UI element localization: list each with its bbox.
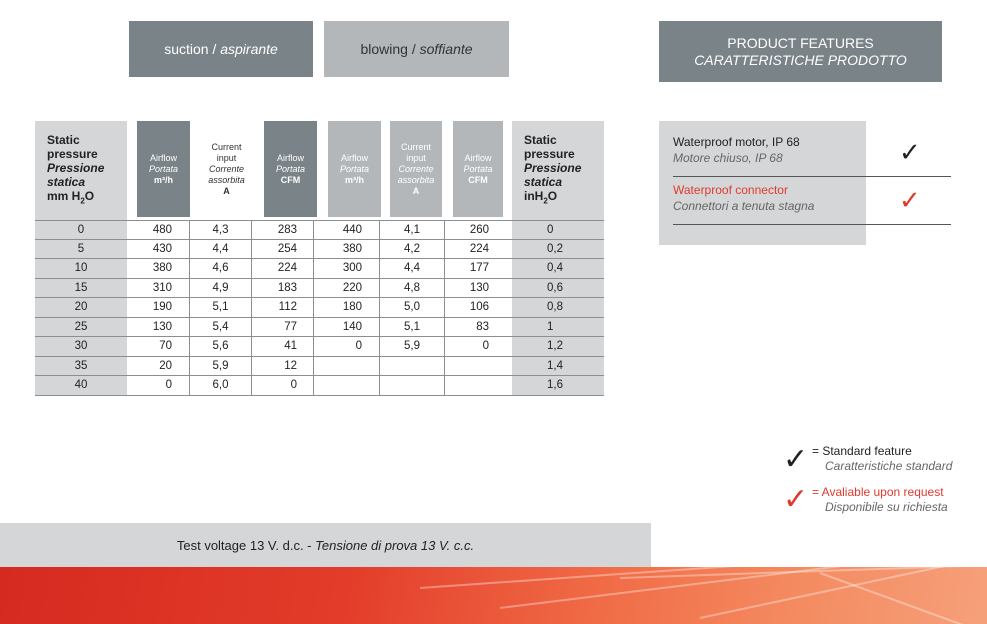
table-cell: 177	[444, 259, 512, 278]
header-line: Static	[524, 132, 557, 147]
table-cell	[313, 357, 379, 376]
header-line: Portata	[463, 163, 493, 174]
header-unit: inH$_2$O	[524, 188, 558, 206]
table-cell: 40	[35, 376, 127, 395]
table-cell: 83	[444, 318, 512, 337]
table-cell: 480	[152, 223, 172, 236]
header-line: Corrente	[208, 163, 244, 174]
table-cell: 112	[251, 298, 313, 317]
table-cell: 180	[313, 298, 379, 317]
table-cell	[444, 357, 512, 376]
suction-label: suction	[164, 41, 209, 57]
blowing-label: blowing	[360, 41, 408, 57]
table-cell: 5,9	[189, 357, 251, 376]
header-line: Current	[211, 141, 242, 152]
test-voltage-bar	[0, 523, 651, 567]
table-cell: 283	[251, 221, 313, 239]
table-cell: 380	[152, 262, 172, 275]
blowing-current-header	[390, 121, 442, 217]
table-cell: 440	[313, 221, 379, 239]
table-cell: 10	[35, 259, 127, 278]
test-voltage-label: Test voltage 13 V. d.c. -	[176, 537, 312, 553]
table-cell: 4,9	[189, 279, 251, 298]
header-line: Corrente	[398, 163, 434, 174]
header-line: Current	[400, 141, 431, 152]
table-cell: 4,8	[379, 279, 444, 298]
suction-label-it: aspirante	[220, 41, 278, 57]
legend-request-check-icon: ✓	[783, 483, 809, 516]
header-line: Airflow	[340, 152, 368, 163]
table-cell: 0	[165, 379, 172, 392]
table-cell: 15	[35, 279, 127, 298]
table-cell: 1,2	[512, 337, 604, 356]
table-cell	[379, 357, 444, 376]
blowing-airflow-cfm-header	[453, 121, 503, 217]
header-line: Portata	[275, 163, 306, 174]
table-cell	[444, 376, 512, 395]
header-line: statica	[524, 174, 563, 189]
table-cell: 20	[159, 359, 172, 372]
table-cell: 310	[152, 281, 172, 294]
table-cell: 5,4	[189, 318, 251, 337]
table-cell: 380	[313, 240, 379, 259]
table-cell	[379, 376, 444, 395]
header-line: Portata	[148, 163, 179, 174]
header-line: assorbita	[208, 174, 245, 185]
decorative-banner	[0, 567, 987, 624]
divider	[673, 224, 951, 225]
table-cell: 220	[313, 279, 379, 298]
header-unit: CFM	[280, 174, 301, 185]
suction-airflow-cfm-header	[264, 121, 317, 217]
header-line: Airflow	[464, 152, 492, 163]
table-cell: 5,6	[189, 337, 251, 356]
table-cell: 130	[444, 279, 512, 298]
table-row	[35, 318, 604, 338]
table-cell: 260	[444, 221, 512, 239]
table-row	[35, 298, 604, 318]
table-row	[35, 376, 604, 396]
table-cell: 12	[251, 357, 313, 376]
table-cell: 4,3	[189, 221, 251, 239]
table-cell: 300	[313, 259, 379, 278]
feature-label-it: Motore chiuso, IP 68	[673, 151, 783, 165]
table-row	[35, 240, 604, 260]
table-cell: 4,4	[379, 259, 444, 278]
feature-label: Waterproof motor, IP 68	[673, 135, 800, 149]
header-line: input	[216, 152, 237, 163]
header-line: input	[406, 152, 426, 163]
table-row	[35, 279, 604, 299]
table-cell: 30	[35, 337, 127, 356]
table-cell: 130	[152, 320, 172, 333]
header-line: pressure	[47, 146, 98, 161]
table-cell: 35	[35, 357, 127, 376]
table-cell	[313, 376, 379, 395]
header-line: Pressione	[47, 160, 105, 175]
table-cell: 5,0	[379, 298, 444, 317]
table-cell: 1,4	[512, 357, 604, 376]
table-cell: 0	[251, 376, 313, 395]
divider	[673, 176, 951, 177]
header-line: pressure	[524, 146, 575, 161]
table-cell: 0,6	[512, 279, 604, 298]
table-row	[35, 337, 604, 357]
table-cell: 0	[313, 337, 379, 356]
header-line: assorbita	[397, 174, 435, 185]
feature-label: Waterproof connector	[673, 183, 788, 197]
table-cell: 70	[159, 340, 172, 353]
table-row	[35, 357, 604, 377]
table-cell: 140	[313, 318, 379, 337]
static-pressure-mm-header	[35, 121, 127, 220]
suction-airflow-m3h-header	[137, 121, 190, 217]
header-line: statica	[47, 174, 86, 189]
table-cell: 5,9	[379, 337, 444, 356]
header-line: Airflow	[149, 152, 177, 163]
legend-request	[812, 485, 948, 515]
table-cell: 224	[444, 240, 512, 259]
product-features-header	[659, 21, 942, 82]
table-cell: 0,4	[512, 259, 604, 278]
table-cell: 5	[35, 240, 127, 259]
table-cell: 1	[512, 318, 604, 337]
header-unit: CFM	[468, 174, 488, 185]
table-cell: 6,0	[189, 376, 251, 395]
product-features-title: PRODUCT FEATURES	[727, 34, 874, 51]
table-cell: 106	[444, 298, 512, 317]
standard-check-icon: ✓	[899, 137, 921, 167]
request-check-icon: ✓	[899, 185, 921, 215]
blowing-airflow-m3h-header	[328, 121, 381, 217]
table-row	[35, 259, 604, 279]
table-cell: 5,1	[189, 298, 251, 317]
suction-header: suction / aspirante	[129, 21, 313, 77]
test-voltage-label-it: Tensione di prova 13 V. c.c.	[315, 537, 475, 553]
table-cell: 4,1	[379, 221, 444, 239]
table-cell: 0,8	[512, 298, 604, 317]
table-cell: 25	[35, 318, 127, 337]
header-unit: mm $H_2O$	[47, 188, 95, 206]
table-cell: 254	[251, 240, 313, 259]
table-cell: 0,2	[512, 240, 604, 259]
table-cell: 224	[251, 259, 313, 278]
feature-label-it: Connettori a tenuta stagna	[673, 199, 815, 213]
legend-label-it: Disponibile su richiesta	[825, 500, 948, 514]
legend-label: = Standard feature	[812, 444, 912, 458]
table-cell: 4,4	[189, 240, 251, 259]
static-pressure-inh2o-header	[512, 121, 604, 220]
table-cell: 0	[444, 337, 512, 356]
table-cell: 183	[251, 279, 313, 298]
header-unit: A	[412, 185, 420, 196]
legend-label-it: Caratteristiche standard	[825, 459, 953, 473]
header-unit: m³/h	[345, 174, 364, 185]
legend-standard	[812, 444, 952, 474]
header-unit: A	[223, 185, 230, 196]
blowing-label-it: soffiante	[419, 41, 473, 57]
legend-standard-check-icon: ✓	[783, 443, 809, 476]
header-line: Portata	[339, 163, 370, 174]
header-unit: m³/h	[154, 174, 173, 185]
header-line: Static	[47, 132, 80, 147]
header-line: Pressione	[524, 160, 582, 175]
suction-current-header	[200, 121, 253, 217]
table-cell: 41	[251, 337, 313, 356]
table-cell: 1,6	[512, 376, 604, 395]
table-cell: 20	[35, 298, 127, 317]
table-cell: 4,2	[379, 240, 444, 259]
table-cell: 4,6	[189, 259, 251, 278]
table-row	[35, 220, 604, 240]
table-cell: 77	[251, 318, 313, 337]
table-cell: 430	[152, 242, 172, 255]
header-line: Airflow	[276, 152, 304, 163]
product-features-title-it: CARATTERISTICHE PRODOTTO	[694, 51, 907, 68]
legend-label: = Avaliable upon request	[812, 485, 944, 499]
blowing-header: blowing / soffiante	[324, 21, 509, 77]
performance-table	[35, 220, 604, 396]
table-cell: 0	[35, 221, 127, 239]
table-cell: 0	[512, 221, 604, 239]
table-cell: 5,1	[379, 318, 444, 337]
table-cell: 190	[152, 301, 172, 314]
